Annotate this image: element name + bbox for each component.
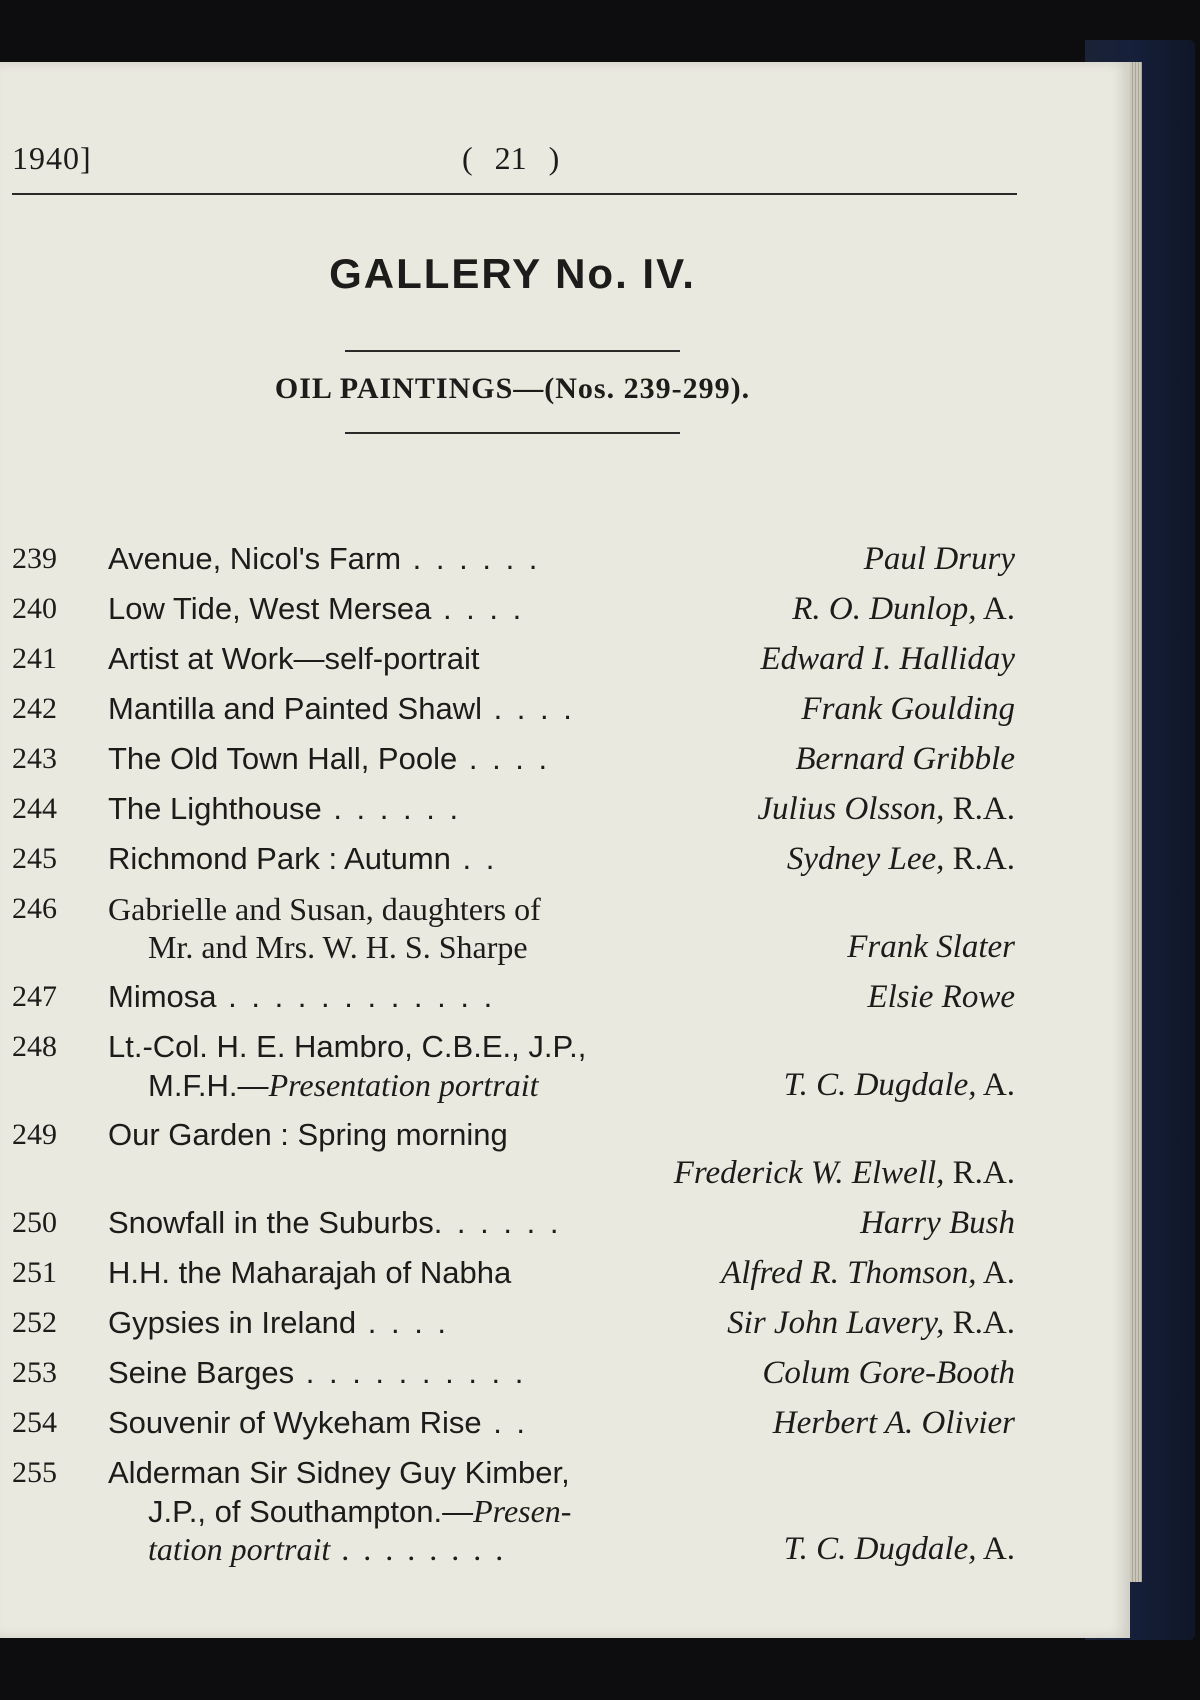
entry-title: Mimosa . . . . . . . . . . . . xyxy=(108,979,496,1014)
entry-title-continued: Mr. and Mrs. W. H. S. Sharpe xyxy=(148,929,528,965)
entry-number: 247 xyxy=(12,980,57,1013)
entry-number: 246 xyxy=(12,892,57,925)
entry-number: 241 xyxy=(12,642,57,675)
entry-artist: Colum Gore-Booth xyxy=(762,1355,1015,1391)
entry-title: Our Garden : Spring morning xyxy=(108,1117,508,1152)
entry-number: 244 xyxy=(12,792,57,825)
entry-number: 250 xyxy=(12,1206,57,1239)
entry-number: 253 xyxy=(12,1356,57,1389)
entry-title: The Old Town Hall, Poole . . . . xyxy=(108,741,551,776)
entry-number: 239 xyxy=(12,542,57,575)
entry-number: 254 xyxy=(12,1406,57,1439)
entry-title: The Lighthouse . . . . . . xyxy=(108,791,462,826)
entry-artist: Elsie Rowe xyxy=(867,979,1015,1015)
running-head xyxy=(12,140,1017,186)
entry-artist: Sydney Lee, R.A. xyxy=(786,841,1015,877)
entry-artist: T. C. Dugdale, A. xyxy=(783,1067,1015,1103)
entry-title: Lt.-Col. H. E. Hambro, C.B.E., J.P., xyxy=(108,1029,587,1064)
entry-number: 255 xyxy=(12,1456,57,1489)
entry-title-continued-2: tation portrait . . . . . . . . xyxy=(148,1531,507,1567)
header-year: 1940] xyxy=(12,140,92,176)
entry-artist: Harry Bush xyxy=(860,1205,1015,1241)
entry-title: Mantilla and Painted Shawl . . . . xyxy=(108,691,575,726)
entry-title-continued: J.P., of Southampton.—Presen- xyxy=(148,1493,572,1529)
title-rule-lower xyxy=(345,432,680,434)
entry-title: Avenue, Nicol's Farm . . . . . . xyxy=(108,541,541,576)
entry-artist: Paul Drury xyxy=(863,541,1015,577)
entry-artist: Sir John Lavery, R.A. xyxy=(727,1305,1015,1341)
entry-title: Snowfall in the Suburbs. . . . . . xyxy=(108,1205,562,1240)
entry-artist: Bernard Gribble xyxy=(795,741,1015,777)
entry-number: 242 xyxy=(12,692,57,725)
entry-number: 245 xyxy=(12,842,57,875)
entry-title: Low Tide, West Mersea . . . . xyxy=(108,591,525,626)
entry-title: H.H. the Maharajah of Nabha xyxy=(108,1255,512,1290)
entry-title: Souvenir of Wykeham Rise . . xyxy=(108,1405,529,1440)
entry-title: Alderman Sir Sidney Guy Kimber, xyxy=(108,1455,570,1490)
entry-title: Gabrielle and Susan, daughters of xyxy=(108,891,541,927)
entry-number: 240 xyxy=(12,592,57,625)
entry-artist: Alfred R. Thomson, A. xyxy=(721,1255,1015,1291)
entry-number: 249 xyxy=(12,1118,57,1151)
section-title: OIL PAINTINGS—(Nos. 239-299). xyxy=(274,372,751,405)
entry-artist: R. O. Dunlop, A. xyxy=(792,591,1015,627)
entry-number: 243 xyxy=(12,742,57,775)
entry-number: 248 xyxy=(12,1030,57,1063)
entry-number: 251 xyxy=(12,1256,57,1289)
entry-title-continued: M.F.H.—Presentation portrait xyxy=(148,1067,539,1103)
entry-artist: Frederick W. Elwell, R.A. xyxy=(673,1155,1015,1191)
entry-artist: Herbert A. Olivier xyxy=(772,1405,1015,1441)
entry-artist: T. C. Dugdale, A. xyxy=(783,1531,1015,1567)
title-rule-upper xyxy=(345,350,680,352)
entry-title: Gypsies in Ireland . . . . xyxy=(108,1305,450,1340)
entry-title: Artist at Work—self-portrait xyxy=(108,641,480,676)
entry-artist: Edward I. Halliday xyxy=(760,641,1015,677)
entry-number: 252 xyxy=(12,1306,57,1339)
entry-artist: Frank Goulding xyxy=(801,691,1015,727)
entry-artist: Julius Olsson, R.A. xyxy=(757,791,1015,827)
gallery-title: GALLERY No. IV. xyxy=(329,250,696,297)
entry-title: Richmond Park : Autumn . . xyxy=(108,841,498,876)
entry-artist: Frank Slater xyxy=(847,929,1015,965)
header-rule xyxy=(12,193,1017,195)
page-number: ( 21 ) xyxy=(462,140,560,176)
entry-title: Seine Barges . . . . . . . . . . xyxy=(108,1355,527,1390)
